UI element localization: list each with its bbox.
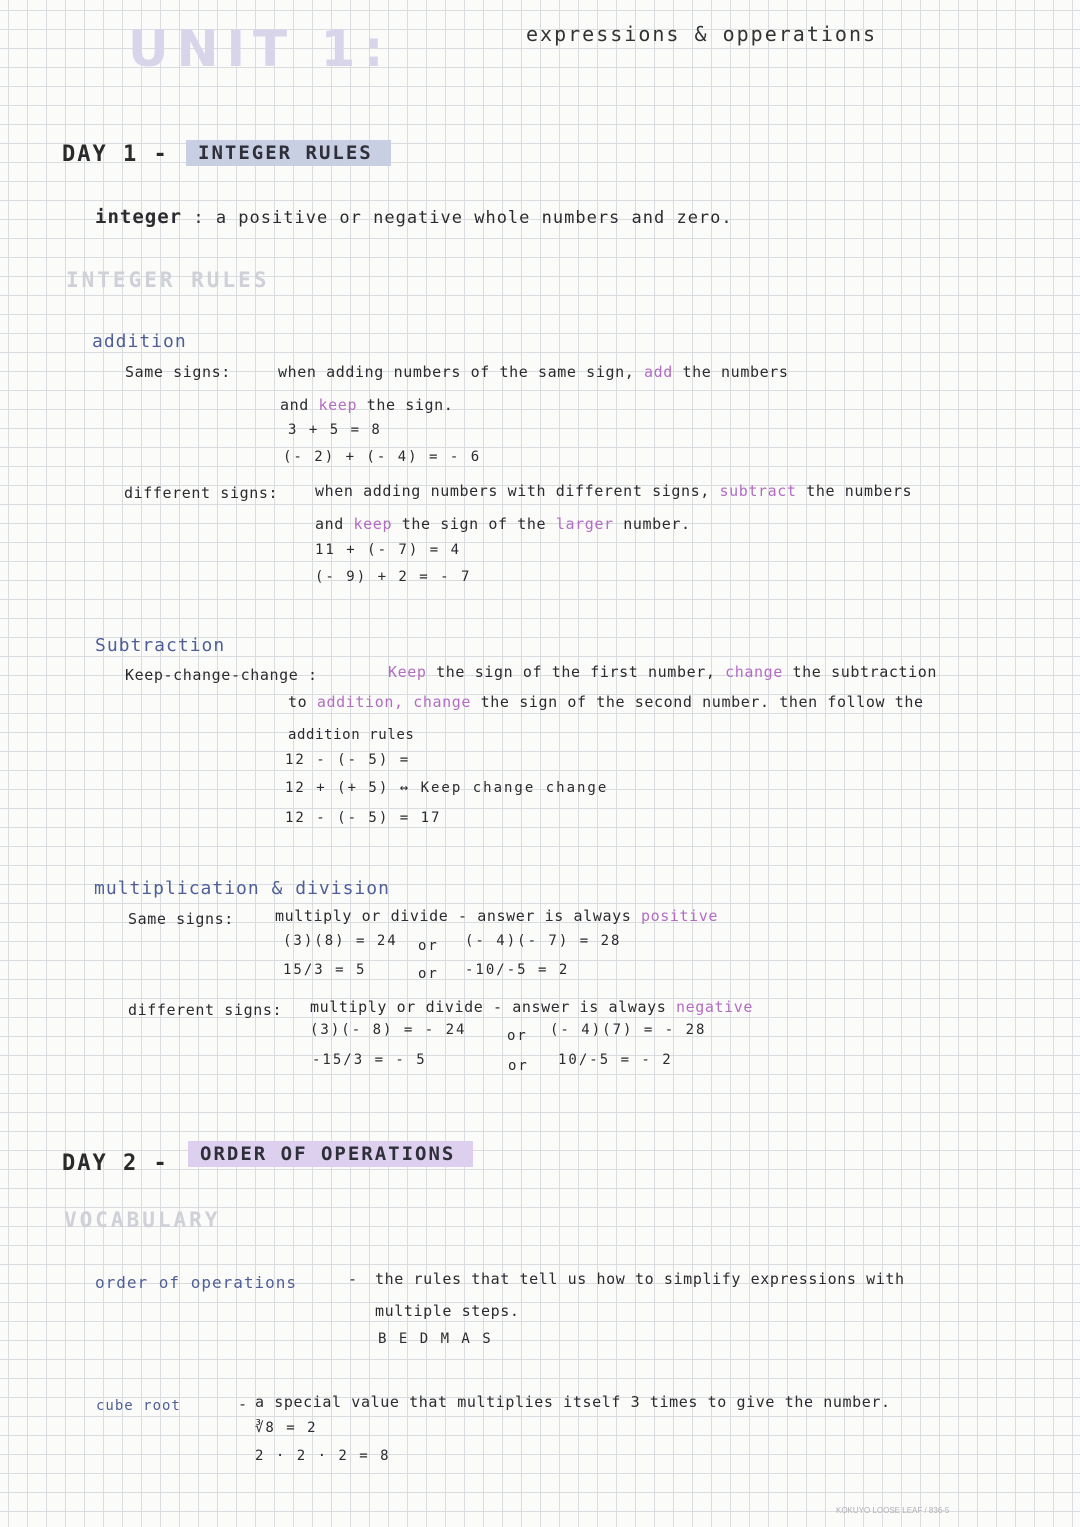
emphasis: keep (318, 396, 358, 414)
multdiv-same-ex1: (3)(8) = 24 (283, 933, 398, 949)
add-same-example-2: (- 2) + (- 4) = - 6 (283, 449, 482, 465)
multdiv-heading: multiplication & division (94, 878, 390, 899)
text: the sign. (366, 396, 454, 414)
text: when adding numbers with different signs, (315, 482, 710, 500)
add-diff-example-2: (- 9) + 2 = - 7 (315, 569, 472, 585)
emphasis: add (643, 363, 673, 381)
addition-heading: addition (92, 331, 187, 352)
multdiv-same-rule (275, 907, 718, 925)
multdiv-diff-ex1: (3)(- 8) = - 24 (310, 1022, 467, 1038)
add-diff-example-1: 11 + (- 7) = 4 (315, 542, 462, 558)
text: and (280, 396, 309, 414)
text: to (288, 693, 308, 711)
or-label: or (418, 938, 439, 954)
subtraction-line1 (388, 663, 937, 681)
text: the sign of the (401, 515, 547, 533)
vocabulary-heading: VOCABULARY (64, 1208, 221, 1232)
subtraction-heading: Subtraction (95, 635, 226, 656)
text: number. (623, 515, 691, 533)
or-label: or (508, 1058, 529, 1074)
add-same-example-1: 3 + 5 = 8 (288, 422, 382, 438)
subtraction-example-3: 12 - (- 5) = 17 (285, 810, 442, 826)
add-diff-line2 (315, 515, 691, 533)
or-label: or (418, 966, 439, 982)
add-diff-label: different signs: (124, 484, 279, 502)
text: the sign of the second number. then follow the (480, 693, 924, 711)
multdiv-diff-rule (310, 998, 753, 1016)
emphasis: Keep (388, 663, 427, 681)
add-same-line2 (280, 396, 453, 414)
subtraction-label: Keep-change-change : (125, 666, 318, 684)
emphasis: addition, (316, 693, 404, 711)
order-def-line1: the rules that tell us how to simplify expressions with (375, 1270, 905, 1288)
paper-brand-footer: KOKUYO LOOSE LEAF / 836-5 (836, 1506, 950, 1515)
day1-topic-highlight: INTEGER RULES (186, 140, 391, 166)
definition-term: integer (95, 206, 183, 228)
day1-label: DAY 1 - (62, 142, 169, 167)
text: multiply or divide - answer is always (275, 907, 632, 925)
emphasis: larger (555, 515, 614, 533)
multdiv-diff-ex2: (- 4)(7) = - 28 (550, 1022, 707, 1038)
emphasis: keep (353, 515, 393, 533)
day2-topic-highlight: ORDER OF OPERATIONS (188, 1141, 473, 1167)
add-same-line1 (278, 363, 788, 381)
multdiv-same-ex4: -10/-5 = 2 (465, 962, 570, 978)
add-same-label: Same signs: (125, 363, 231, 381)
cube-root-example-2: 2 · 2 · 2 = 8 (255, 1448, 391, 1464)
rules-heading: INTEGER RULES (66, 268, 270, 292)
text: the numbers (806, 482, 913, 500)
definition-sep: : (193, 208, 205, 228)
unit-title: UNIT 1: (128, 20, 392, 78)
text: when adding numbers of the same sign, (278, 363, 635, 381)
cube-root-dash: - (238, 1395, 248, 1413)
subtraction-line2 (288, 693, 924, 711)
emphasis: positive (640, 907, 719, 925)
emphasis: negative (675, 998, 754, 1016)
definition-text: a positive or negative whole numbers and zero. (215, 208, 733, 228)
multdiv-diff-label: different signs: (128, 1001, 283, 1019)
text: multiply or divide - answer is always (310, 998, 667, 1016)
text: the subtraction (792, 663, 938, 681)
multdiv-diff-ex3: -15/3 = - 5 (312, 1052, 427, 1068)
text: and (315, 515, 344, 533)
integer-definition (95, 206, 733, 228)
multdiv-same-ex3: 15/3 = 5 (283, 962, 367, 978)
cube-root-term: cube root (96, 1398, 181, 1414)
subtraction-example-2: 12 + (+ 5) ↔ Keep change change (285, 780, 609, 796)
day2-label: DAY 2 - (62, 1151, 169, 1176)
multdiv-diff-ex4: 10/-5 = - 2 (558, 1052, 673, 1068)
text: the numbers (682, 363, 789, 381)
unit-subtitle: expressions & opperations (526, 22, 878, 46)
emphasis: subtract (719, 482, 797, 500)
subtraction-example-1: 12 - (- 5) = (285, 752, 411, 768)
or-label: or (507, 1028, 528, 1044)
emphasis: change (725, 663, 783, 681)
emphasis: change (413, 693, 472, 711)
text: the sign of the first number, (436, 663, 716, 681)
subtraction-line3: addition rules (288, 727, 415, 743)
multdiv-same-ex2: (- 4)(- 7) = 28 (465, 933, 622, 949)
cube-root-definition: a special value that multiplies itself 3 times to give the number. (255, 1393, 891, 1411)
multdiv-same-label: Same signs: (128, 910, 234, 928)
cube-root-example-1: ∛8 = 2 (255, 1420, 318, 1436)
order-def-line2: multiple steps. (375, 1302, 520, 1320)
order-term: order of operations (95, 1273, 298, 1292)
add-diff-line1 (315, 482, 912, 500)
bedmas-acronym: B E D M A S (378, 1331, 493, 1347)
order-dash: - (348, 1270, 358, 1288)
